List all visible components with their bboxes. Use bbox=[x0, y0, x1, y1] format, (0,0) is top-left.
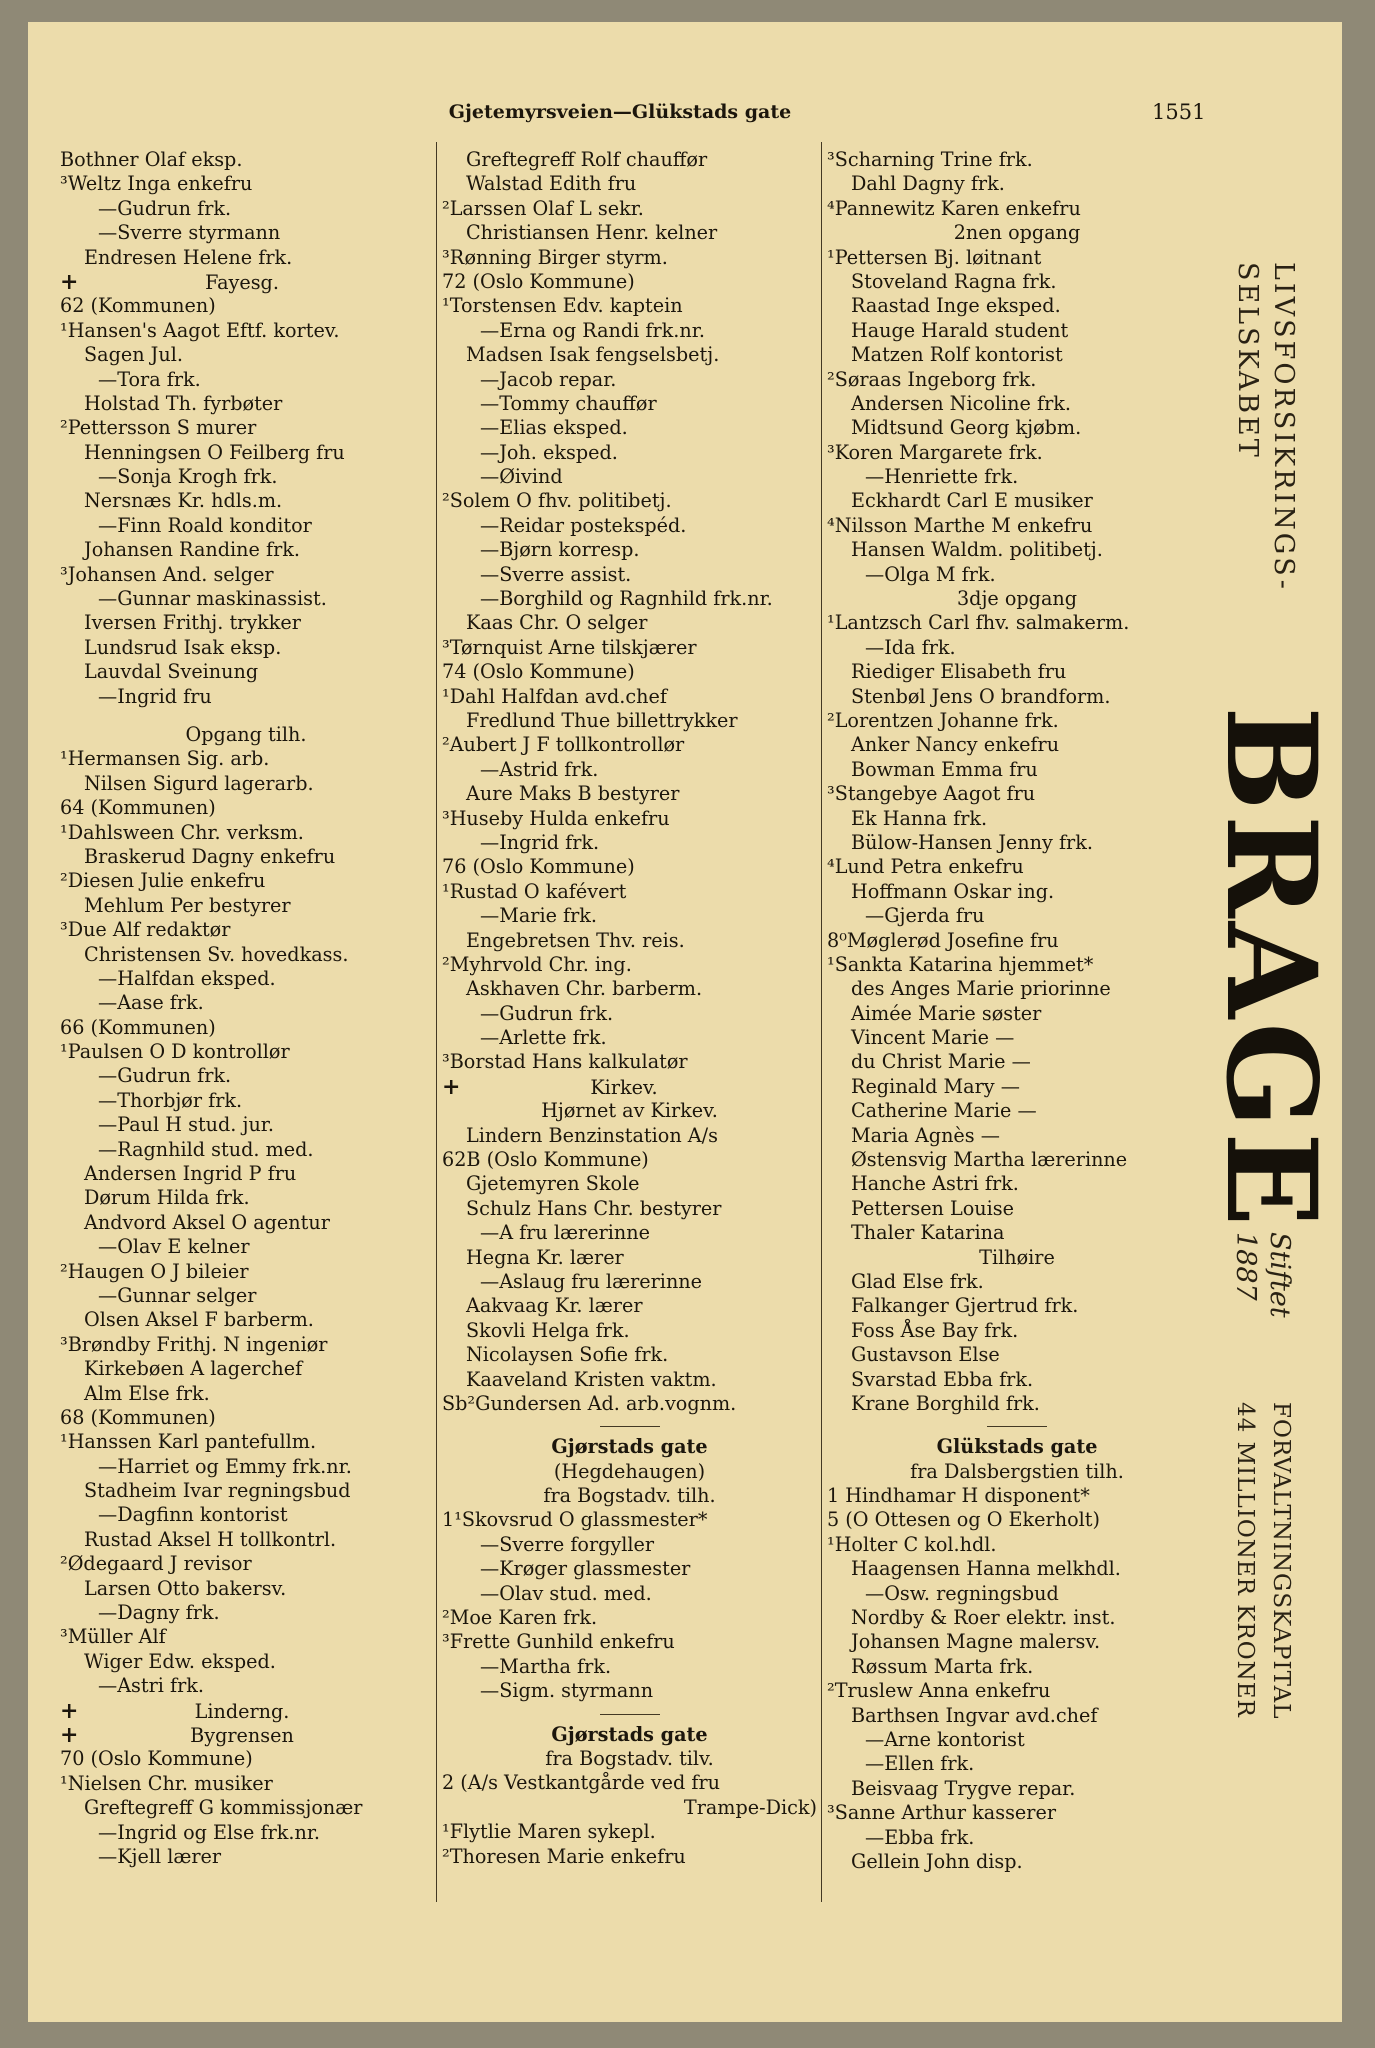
directory-entry: ²Lorentzen Johanne frk. bbox=[827, 708, 1059, 732]
directory-entry: ³Scharning Trine frk. bbox=[827, 148, 1033, 171]
directory-entry: —Aslaug fru lærerinne bbox=[480, 1269, 703, 1293]
ad-founded-year: 1887 bbox=[1230, 1232, 1261, 1301]
ad-founded-label: Stiftet bbox=[1264, 1232, 1295, 1318]
directory-entry: —Sigm. styrmann bbox=[480, 1679, 654, 1703]
directory-entry: Catherine Marie — bbox=[851, 1099, 1037, 1123]
directory-entry: 70 (Oslo Kommune) bbox=[60, 1747, 253, 1771]
directory-entry: Madsen Isak fengselsbetj. bbox=[466, 343, 720, 367]
directory-entry: ¹Paulsen O D kontrollør bbox=[60, 1040, 290, 1064]
directory-entry: —Erna og Randi frk.nr. bbox=[480, 318, 705, 342]
directory-entry: —Elias eksped. bbox=[480, 416, 628, 440]
directory-entry: Gjetemyren Skole bbox=[466, 1172, 640, 1196]
directory-entry: ¹Lantzsch Carl fhv. salmakerm. bbox=[827, 611, 1130, 635]
directory-entry: Østensvig Martha lærerinne bbox=[851, 1148, 1128, 1172]
directory-entry: ³Weltz Inga enkefru bbox=[60, 172, 253, 196]
directory-entry: Dahl Dagny frk. bbox=[851, 172, 1005, 196]
section-subheading: 3dje opgang bbox=[956, 587, 1078, 611]
directory-entry: Nilsen Sigurd lagerarb. bbox=[84, 771, 314, 795]
ad-capital-line2: 44 MILLIONER KRONER bbox=[1232, 1402, 1258, 1718]
directory-entry: Lindern Benzinstation A/s bbox=[466, 1123, 718, 1147]
directory-entry: ²Pettersson S murer bbox=[60, 416, 257, 440]
directory-entry: —Harriet og Emmy frk.nr. bbox=[98, 1454, 352, 1478]
directory-entry: ¹Sankta Katarina hjemmet* bbox=[827, 952, 1094, 976]
directory-entry: Fredlund Thue billettrykker bbox=[466, 708, 738, 732]
directory-entry: —A fru lærerinne bbox=[480, 1221, 650, 1245]
directory-entry: Foss Åse Bay frk. bbox=[851, 1318, 1019, 1342]
street-heading: Gjørstads gate bbox=[551, 1435, 708, 1459]
directory-entry: —Marie frk. bbox=[480, 904, 598, 928]
directory-entry: Andersen Ingrid P fru bbox=[84, 1162, 297, 1186]
directory-entry: Hansen Waldm. politibetj. bbox=[851, 538, 1103, 562]
directory-entry: —Finn Roald konditor bbox=[98, 513, 312, 537]
directory-entry: Nersnæs Kr. hdls.m. bbox=[84, 489, 283, 513]
cross-street-name: Kirkev. bbox=[590, 1075, 658, 1099]
directory-entry: Sagen Jul. bbox=[84, 343, 183, 367]
directory-entry: —Olav stud. med. bbox=[480, 1581, 652, 1605]
directory-entry: —Halfdan eksped. bbox=[98, 966, 276, 990]
cross-street bbox=[60, 1699, 432, 1723]
cross-street bbox=[60, 270, 432, 294]
directory-entry: ²Moe Karen frk. bbox=[442, 1606, 598, 1630]
directory-entry: Olsen Aksel F barberm. bbox=[84, 1308, 314, 1332]
section-subheading: Tilhøire bbox=[979, 1245, 1055, 1269]
directory-entry: Andvord Aksel O agentur bbox=[84, 1210, 330, 1234]
directory-entry: —Joh. eksped. bbox=[480, 440, 618, 464]
directory-entry: Holstad Th. fyrbøter bbox=[84, 391, 283, 415]
section-rule bbox=[600, 1426, 660, 1427]
directory-entry: ¹Hansen's Aagot Eftf. kortev. bbox=[60, 318, 340, 342]
directory-entry: Raastad Inge eksped. bbox=[851, 294, 1061, 318]
directory-entry: Andersen Nicoline frk. bbox=[851, 391, 1071, 415]
directory-entry: 72 (Oslo Kommune) bbox=[442, 269, 635, 293]
directory-entry: 64 (Kommunen) bbox=[60, 796, 216, 820]
directory-entry: ³Johansen And. selger bbox=[60, 562, 274, 586]
directory-entry: —Astri frk. bbox=[98, 1674, 205, 1698]
cross-icon: + bbox=[60, 1697, 79, 1724]
directory-entry: 68 (Kommunen) bbox=[60, 1405, 216, 1429]
ad-capital-line1: FORVALTNINGSKAPITAL bbox=[1268, 1402, 1294, 1720]
directory-entry: —Ida frk. bbox=[865, 635, 956, 659]
section-rule bbox=[600, 1714, 660, 1715]
directory-entry: —Henriette frk. bbox=[865, 465, 1019, 489]
section-subheading: fra Dalsbergstien tilh. bbox=[910, 1459, 1124, 1483]
directory-entry: Aakvaag Kr. lærer bbox=[466, 1294, 643, 1318]
directory-entry: Midtsund Georg kjøbm. bbox=[851, 416, 1082, 440]
directory-entry: Endresen Helene frk. bbox=[84, 245, 293, 269]
directory-entry: ³Müller Alf bbox=[60, 1625, 166, 1649]
directory-entry: —Arne kontorist bbox=[865, 1728, 1025, 1751]
directory-entry: —Kjell lærer bbox=[98, 1844, 222, 1868]
directory-entry: —Sverre styrmann bbox=[98, 221, 281, 245]
directory-entry: —Sverre forgyller bbox=[480, 1532, 655, 1556]
directory-entry: Wiger Edw. eksped. bbox=[84, 1649, 276, 1673]
directory-entry: ⁴Lund Petra enkefru bbox=[827, 855, 1024, 879]
directory-entry: Aimée Marie søster bbox=[851, 1001, 1042, 1025]
directory-entry: 8⁰Møglerød Josefine fru bbox=[827, 928, 1059, 952]
directory-entry: —Tora frk. bbox=[98, 367, 201, 391]
directory-entry: Vincent Marie — bbox=[851, 1026, 1015, 1050]
directory-entry: Hauge Harald student bbox=[851, 318, 1069, 342]
directory-entry: ²Aubert J F tollkontrollør bbox=[442, 733, 685, 757]
directory-entry: —Astrid frk. bbox=[480, 757, 599, 781]
directory-entry: Johansen Magne malersv. bbox=[851, 1630, 1101, 1654]
directory-entry: —Ebba frk. bbox=[865, 1825, 975, 1849]
directory-entry: ²Diesen Julie enkefru bbox=[60, 869, 266, 893]
directory-entry: Trampe-Dick) bbox=[683, 1795, 817, 1819]
directory-entry: —Sonja Krogh frk. bbox=[98, 465, 278, 489]
directory-entry: —Olav E kelner bbox=[98, 1235, 250, 1259]
directory-entry: —Krøger glassmester bbox=[480, 1557, 691, 1581]
directory-entry: —Sverre assist. bbox=[480, 562, 632, 586]
directory-entry: Aure Maks B bestyrer bbox=[466, 782, 680, 806]
section-subheading: Opgang tilh. bbox=[185, 722, 307, 746]
directory-entry: des Anges Marie priorinne bbox=[851, 977, 1111, 1001]
directory-entry: ³Rønning Birger styrm. bbox=[442, 245, 668, 269]
directory-entry: —Arlette frk. bbox=[480, 1026, 607, 1050]
directory-entry: Eckhardt Carl E musiker bbox=[851, 489, 1093, 513]
directory-entry: Sb²Gundersen Ad. arb.vognm. bbox=[442, 1391, 737, 1415]
cross-street-name: Bygrensen bbox=[190, 1724, 294, 1747]
directory-entry: Beisvaag Trygve repar. bbox=[851, 1776, 1076, 1800]
directory-entry: Gellein John disp. bbox=[851, 1849, 1023, 1873]
directory-entry: Hegna Kr. lærer bbox=[466, 1245, 624, 1269]
directory-entry: 62 (Kommunen) bbox=[60, 294, 216, 318]
directory-entry: Mehlum Per bestyrer bbox=[84, 893, 291, 917]
directory-entry: ²Søraas Ingeborg frk. bbox=[827, 367, 1037, 391]
directory-entry: —Paul H stud. jur. bbox=[98, 1113, 274, 1137]
directory-entry: —Gunnar selger bbox=[98, 1283, 257, 1307]
page-title: Gjetemyrsveien—Glükstads gate bbox=[448, 101, 792, 123]
directory-entry: Larsen Otto bakersv. bbox=[84, 1576, 287, 1600]
directory-entry: ¹Rustad O kafévert bbox=[442, 879, 627, 903]
directory-entry: Dørum Hilda frk. bbox=[84, 1186, 250, 1210]
directory-entry: Lundsrud Isak eksp. bbox=[84, 635, 282, 659]
directory-entry: Walstad Edith fru bbox=[466, 172, 637, 196]
directory-entry: ¹Flytlie Maren sykepl. bbox=[442, 1820, 656, 1844]
section-subheading: (Hegdehaugen) bbox=[553, 1459, 706, 1483]
directory-entry: ³Stangebye Aagot fru bbox=[827, 782, 1036, 806]
directory-entry: —Ingrid fru bbox=[98, 684, 212, 708]
directory-entry: Reginald Mary — bbox=[851, 1074, 1020, 1098]
directory-entry: ³Frette Gunhild enkefru bbox=[442, 1630, 675, 1654]
directory-entry: ¹Pettersen Bj. løitnant bbox=[827, 245, 1042, 269]
directory-entry: —Aase frk. bbox=[98, 991, 204, 1015]
cross-street-name: Linderng. bbox=[194, 1699, 290, 1723]
directory-entry: ²Myhrvold Chr. ing. bbox=[442, 952, 632, 976]
directory-entry: —Olga M frk. bbox=[865, 562, 996, 586]
directory-entry: Askhaven Chr. barberm. bbox=[466, 977, 703, 1001]
cross-street-name: Fayesg. bbox=[205, 270, 279, 294]
directory-entry: —Dagny frk. bbox=[98, 1601, 220, 1625]
directory-entry: —Ingrid frk. bbox=[480, 830, 600, 854]
directory-entry: Matzen Rolf kontorist bbox=[851, 343, 1063, 367]
ad-brand: BRAGE bbox=[1198, 706, 1343, 1231]
section-subheading: fra Bogstadv. tilh. bbox=[543, 1484, 716, 1508]
cross-street bbox=[442, 1075, 817, 1099]
directory-entry: du Christ Marie — bbox=[851, 1050, 1031, 1074]
section-subheading: fra Bogstadv. tilv. bbox=[545, 1747, 714, 1770]
ad-company-line1: LIVSFORSIKRINGS- bbox=[1268, 262, 1299, 592]
directory-entry: ¹Nielsen Chr. musiker bbox=[60, 1771, 273, 1795]
section-subheading: 2nen opgang bbox=[953, 221, 1081, 245]
directory-entry: Schulz Hans Chr. bestyrer bbox=[466, 1196, 722, 1220]
directory-entry: Christensen Sv. hovedkass. bbox=[84, 942, 349, 966]
directory-entry: Engebretsen Thv. reis. bbox=[466, 928, 685, 952]
directory-entry: Christiansen Henr. kelner bbox=[466, 221, 718, 245]
directory-entry: ²Thoresen Marie enkefru bbox=[442, 1844, 686, 1868]
cross-icon: + bbox=[60, 1722, 79, 1748]
directory-entry: ²Ødegaard J revisor bbox=[60, 1552, 252, 1576]
directory-entry: ²Larssen Olaf L sekr. bbox=[442, 196, 644, 220]
directory-entry: Bowman Emma fru bbox=[851, 757, 1038, 781]
directory-entry: Falkanger Gjertrud frk. bbox=[851, 1294, 1079, 1318]
directory-entry: —Gudrun frk. bbox=[98, 1064, 232, 1088]
directory-entry: ¹Holter C kol.hdl. bbox=[827, 1532, 997, 1556]
directory-entry: —Gudrun frk. bbox=[480, 1001, 614, 1025]
directory-entry: Kaaveland Kristen vaktm. bbox=[466, 1367, 717, 1391]
directory-entry: ²Truslew Anna enkefru bbox=[827, 1679, 1051, 1703]
spacer bbox=[60, 709, 432, 723]
directory-entry: Anker Nancy enkefru bbox=[851, 733, 1060, 757]
directory-entry: ¹Hanssen Karl pantefullm. bbox=[60, 1430, 317, 1454]
directory-entry: Barthsen Ingvar avd.chef bbox=[851, 1703, 1098, 1727]
directory-entry: Riediger Elisabeth fru bbox=[851, 660, 1067, 684]
directory-entry: Kirkebøen A lagerchef bbox=[84, 1357, 303, 1381]
directory-entry: Kaas Chr. O selger bbox=[466, 611, 648, 635]
directory-entry: Alm Else frk. bbox=[84, 1381, 210, 1405]
directory-entry: —Gunnar maskinassist. bbox=[98, 587, 327, 611]
directory-entry: ⁴Nilsson Marthe M enkefru bbox=[827, 513, 1093, 537]
directory-entry: 76 (Oslo Kommune) bbox=[442, 855, 635, 879]
directory-entry: Skovli Helga frk. bbox=[466, 1318, 630, 1342]
page-number: 1551 bbox=[1152, 100, 1206, 124]
directory-entry: 62B (Oslo Kommune) bbox=[442, 1148, 649, 1172]
directory-entry: Maria Agnès — bbox=[851, 1123, 1000, 1147]
directory-entry: Rustad Aksel H tollkontrl. bbox=[84, 1527, 337, 1551]
directory-entry: Ek Hanna frk. bbox=[851, 806, 988, 830]
street-heading: Gjørstads gate bbox=[551, 1722, 708, 1746]
directory-entry: Stenbøl Jens O brandform. bbox=[851, 684, 1111, 708]
directory-entry: ⁴Pannewitz Karen enkefru bbox=[827, 196, 1081, 220]
directory-entry: Bülow-Hansen Jenny frk. bbox=[851, 830, 1093, 854]
directory-entry: 66 (Kommunen) bbox=[60, 1015, 216, 1039]
cross-icon: + bbox=[60, 268, 79, 295]
column-divider bbox=[821, 142, 822, 1902]
directory-entry: Pettersen Louise bbox=[851, 1196, 1014, 1220]
directory-entry: ³Koren Margarete frk. bbox=[827, 440, 1043, 464]
directory-entry: Stoveland Ragna frk. bbox=[851, 269, 1057, 293]
directory-entry: ²Haugen O J bileier bbox=[60, 1259, 249, 1283]
directory-entry: Gustavson Else bbox=[851, 1343, 1000, 1367]
directory-entry: 1 Hindhamar H disponent* bbox=[827, 1484, 1090, 1508]
directory-entry: Thaler Katarina bbox=[851, 1221, 1005, 1245]
directory-entry: Greftegreff G kommissjonær bbox=[84, 1796, 363, 1820]
directory-entry: ¹Dahl Halfdan avd.chef bbox=[442, 684, 667, 708]
cross-icon: + bbox=[442, 1073, 461, 1100]
directory-entry: —Martha frk. bbox=[480, 1654, 612, 1678]
directory-entry: Krane Borghild frk. bbox=[851, 1391, 1040, 1415]
directory-entry: Stadheim Ivar regningsbud bbox=[84, 1479, 351, 1503]
directory-entry: ³Borstad Hans kalkulatør bbox=[442, 1050, 688, 1074]
directory-entry: ³Huseby Hulda enkefru bbox=[442, 806, 670, 830]
directory-entry: Hoffmann Oskar ing. bbox=[851, 879, 1055, 903]
directory-entry: —Jacob repar. bbox=[480, 367, 617, 391]
directory-entry: ¹Dahlsween Chr. verksm. bbox=[60, 820, 304, 844]
directory-entry: —Ellen frk. bbox=[865, 1752, 975, 1776]
directory-entry: —Thorbjør frk. bbox=[98, 1088, 243, 1112]
directory-entry: 74 (Oslo Kommune) bbox=[442, 660, 635, 684]
directory-entry: Glad Else frk. bbox=[851, 1269, 984, 1293]
directory-entry: Johansen Randine frk. bbox=[84, 538, 300, 562]
directory-entry: 5 (O Ottesen og O Ekerholt) bbox=[827, 1508, 1100, 1532]
directory-entry: —Reidar postekspéd. bbox=[480, 513, 687, 537]
directory-entry: 2 (A/s Vestkantgårde ved fru bbox=[442, 1771, 721, 1795]
directory-entry: —Øivind bbox=[480, 465, 563, 489]
directory-entry: —Dagfinn kontorist bbox=[98, 1503, 288, 1527]
directory-entry: Braskerud Dagny enkefru bbox=[84, 844, 336, 868]
section-subheading: Hjørnet av Kirkev. bbox=[541, 1099, 718, 1123]
directory-entry: —Bjørn korresp. bbox=[480, 538, 640, 562]
directory-entry: Greftegreff Rolf chauffør bbox=[466, 148, 708, 171]
directory-entry: Bothner Olaf eksp. bbox=[60, 148, 243, 171]
directory-entry: ²Solem O fhv. politibetj. bbox=[442, 489, 672, 513]
directory-entry: ¹Hermansen Sig. arb. bbox=[60, 747, 270, 771]
street-heading: Glükstads gate bbox=[936, 1435, 1098, 1459]
directory-entry: —Ingrid og Else frk.nr. bbox=[98, 1820, 320, 1844]
directory-entry: Henningsen O Feilberg fru bbox=[84, 440, 345, 464]
directory-entry: 1¹Skovsrud O glassmester* bbox=[442, 1508, 708, 1532]
directory-entry: Nicolaysen Sofie frk. bbox=[466, 1343, 669, 1367]
directory-entry: ³Due Alf redaktør bbox=[60, 918, 231, 942]
directory-column-3 bbox=[827, 148, 1207, 1874]
directory-column-2 bbox=[442, 148, 817, 1869]
section-rule bbox=[987, 1426, 1047, 1427]
directory-entry: —Osw. regningsbud bbox=[865, 1581, 1059, 1605]
directory-column-1 bbox=[60, 148, 432, 1869]
directory-entry: Iversen Frithj. trykker bbox=[84, 611, 301, 635]
directory-entry: Hanche Astri frk. bbox=[851, 1172, 1019, 1196]
directory-entry: —Gjerda fru bbox=[865, 904, 985, 928]
directory-entry: —Ragnhild stud. med. bbox=[98, 1137, 314, 1161]
cross-street bbox=[60, 1723, 432, 1747]
directory-entry: ³Tørnquist Arne tilskjærer bbox=[442, 635, 697, 659]
directory-entry: Lauvdal Sveinung bbox=[84, 660, 259, 684]
directory-entry: Haagensen Hanna melkhdl. bbox=[851, 1557, 1121, 1581]
directory-entry: —Tommy chauffør bbox=[480, 391, 657, 415]
directory-entry: Røssum Marta frk. bbox=[851, 1654, 1034, 1678]
directory-entry: —Gudrun frk. bbox=[98, 196, 232, 220]
directory-entry: ¹Torstensen Edv. kaptein bbox=[442, 294, 683, 318]
ad-company-line2: SELSKABET bbox=[1232, 262, 1263, 460]
column-divider bbox=[436, 142, 437, 1902]
directory-entry: —Borghild og Ragnhild frk.nr. bbox=[480, 587, 773, 611]
directory-entry: Nordby & Roer elektr. inst. bbox=[851, 1606, 1116, 1630]
directory-entry: ³Sanne Arthur kasserer bbox=[827, 1801, 1056, 1825]
directory-entry: Svarstad Ebba frk. bbox=[851, 1367, 1034, 1391]
directory-entry: ³Brøndby Frithj. N ingeniør bbox=[60, 1332, 328, 1356]
